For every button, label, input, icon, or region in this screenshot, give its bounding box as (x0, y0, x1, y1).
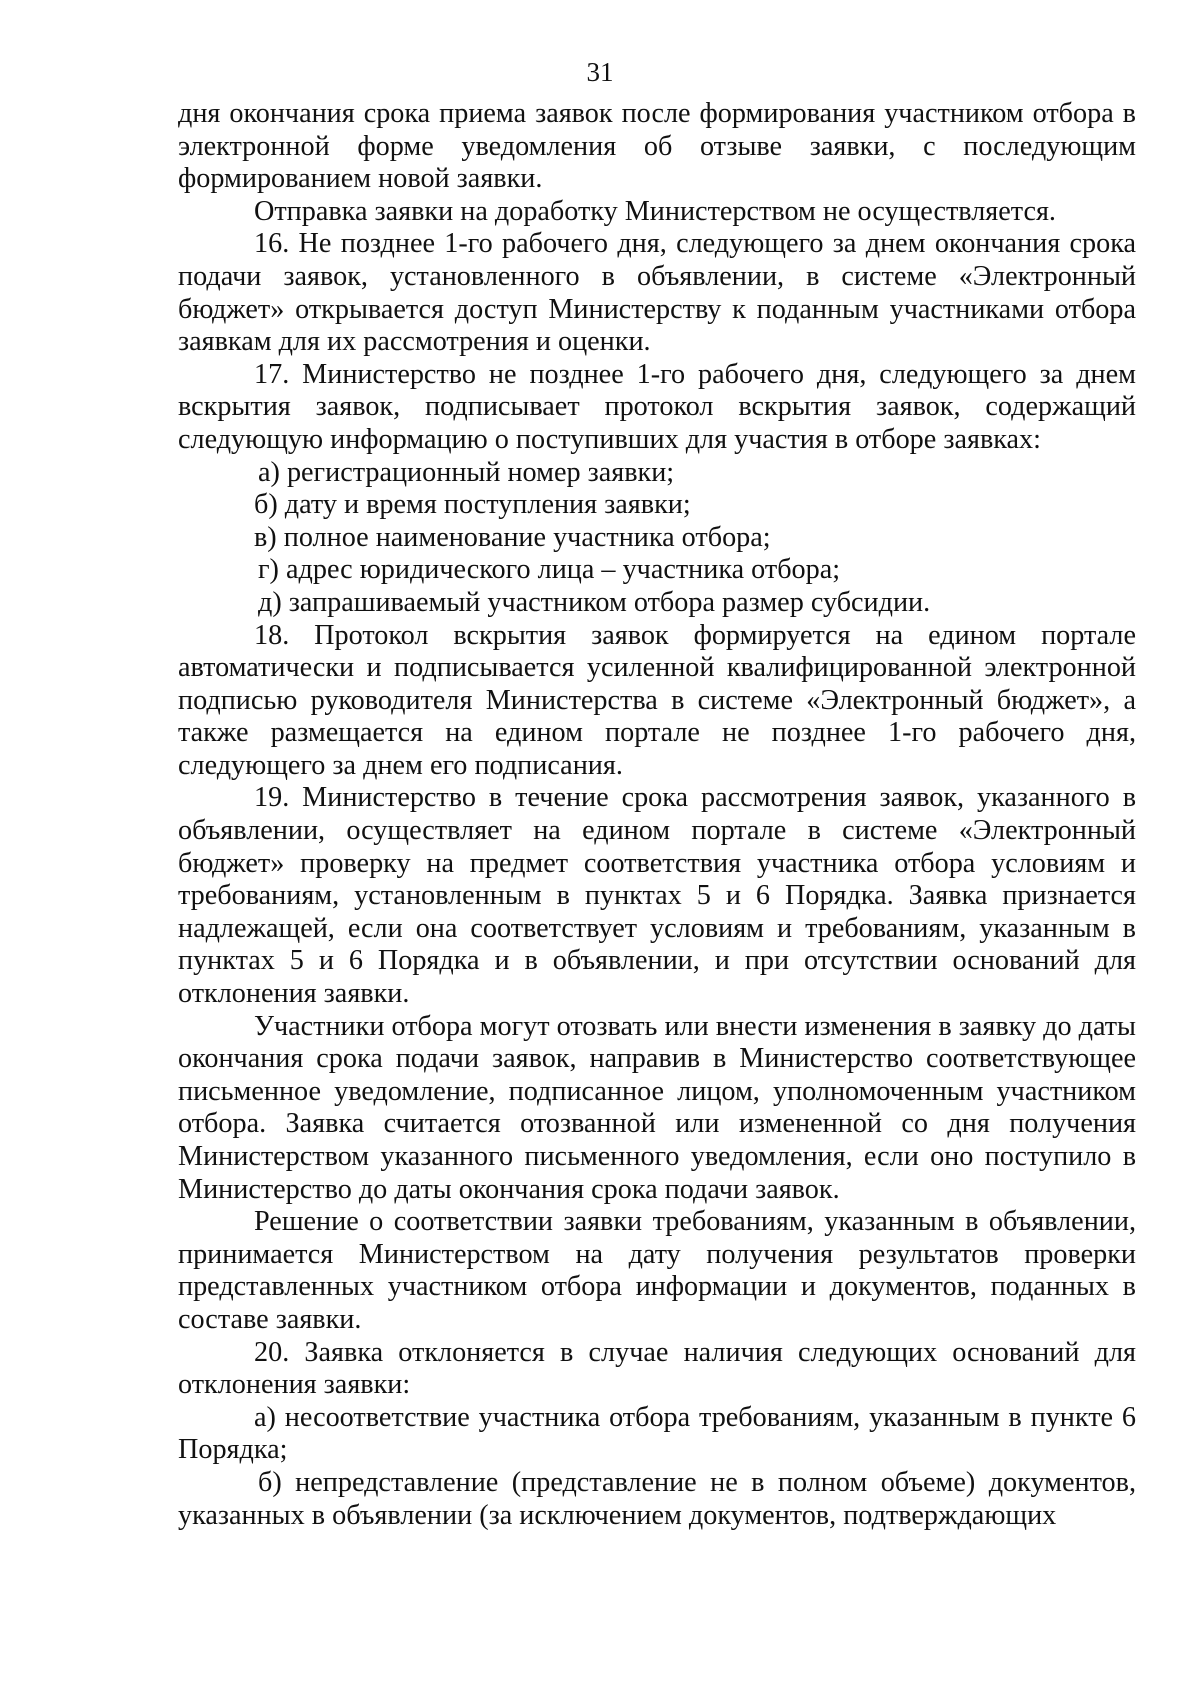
document-body (178, 98, 1136, 1532)
paragraph-19: 19. Министерство в течение срока рассмотрения заявок, указанного в объявлении, осуществляет на едином портале в системе «Электронный бюджет» проверку на предмет соответствия участника отбора условиям и требованиям, установленным в пунктах 5 и 6 Порядка. Заявка признается надлежащей, если она соответствует условиям и требованиям, указанным в пунктах 5 и 6 Порядка и в объявлении, и при отсутствии оснований для отклонения заявки. (178, 782, 1136, 1010)
paragraph-16: 16. Не позднее 1-го рабочего дня, следующего за днем окончания срока подачи заявок, установленного в объявлении, в системе «Электронный бюджет» открывается доступ Министерству к поданным участниками отбора заявкам для их рассмотрения и оценки. (178, 228, 1136, 358)
list-item-20a: а) несоответствие участника отбора требованиям, указанным в пункте 6 Порядка; (178, 1401, 1136, 1466)
list-item-20b: б) непредставление (представление не в полном объеме) документов, указанных в объявлении (за исключением документов, подтверждающих (178, 1466, 1136, 1531)
list-item-17c: в) полное наименование участника отбора; (254, 521, 771, 553)
list-item-17e: д) запрашиваемый участником отбора размер субсидии. (258, 586, 931, 618)
paragraph-17: 17. Министерство не позднее 1-го рабочего дня, следующего за днем вскрытия заявок, подписывает протокол вскрытия заявок, содержащий следующую информацию о поступивших для участия в отборе заявках: (178, 358, 1136, 455)
page-number: 31 (586, 57, 614, 87)
paragraph-20: 20. Заявка отклоняется в случае наличия следующих оснований для отклонения заявки: (178, 1336, 1136, 1401)
paragraph-18: 18. Протокол вскрытия заявок формируется на едином портале автоматически и подписывается усиленной квалифицированной электронной подписью руководителя Министерства в системе «Электронный бюджет», а также размещается на едином портале не позднее 1-го рабочего дня, следующего за днем его подписания. (178, 619, 1136, 781)
list-item-17a: а) регистрационный номер заявки; (258, 456, 675, 488)
paragraph-19-decision: Решение о соответствии заявки требованиям, указанным в объявлении, принимается Министерством на дату получения результатов проверки представленных участником отбора информации и документов, поданных в составе заявки. (178, 1206, 1136, 1335)
paragraph-continuation: дня окончания срока приема заявок после формирования участником отбора в электронной форме уведомления об отзыве заявки, с последующим формированием новой заявки. (178, 98, 1136, 195)
paragraph-no-rework: Отправка заявки на доработку Министерством не осуществляется. (254, 195, 1056, 227)
list-item-17d: г) адрес юридического лица – участника отбора; (258, 554, 841, 586)
paragraph-19-withdrawal: Участники отбора могут отозвать или внести изменения в заявку до даты окончания срока подачи заявок, направив в Министерство соответствующее письменное уведомление, подписанное лицом, уполномоченным участником отбора. Заявка считается отозванной или измененной со дня получения Министерством указанного письменного уведомления, если оно поступило в Министерство до даты окончания срока подачи заявок. (178, 1010, 1136, 1205)
list-item-17b: б) дату и время поступления заявки; (254, 489, 691, 521)
